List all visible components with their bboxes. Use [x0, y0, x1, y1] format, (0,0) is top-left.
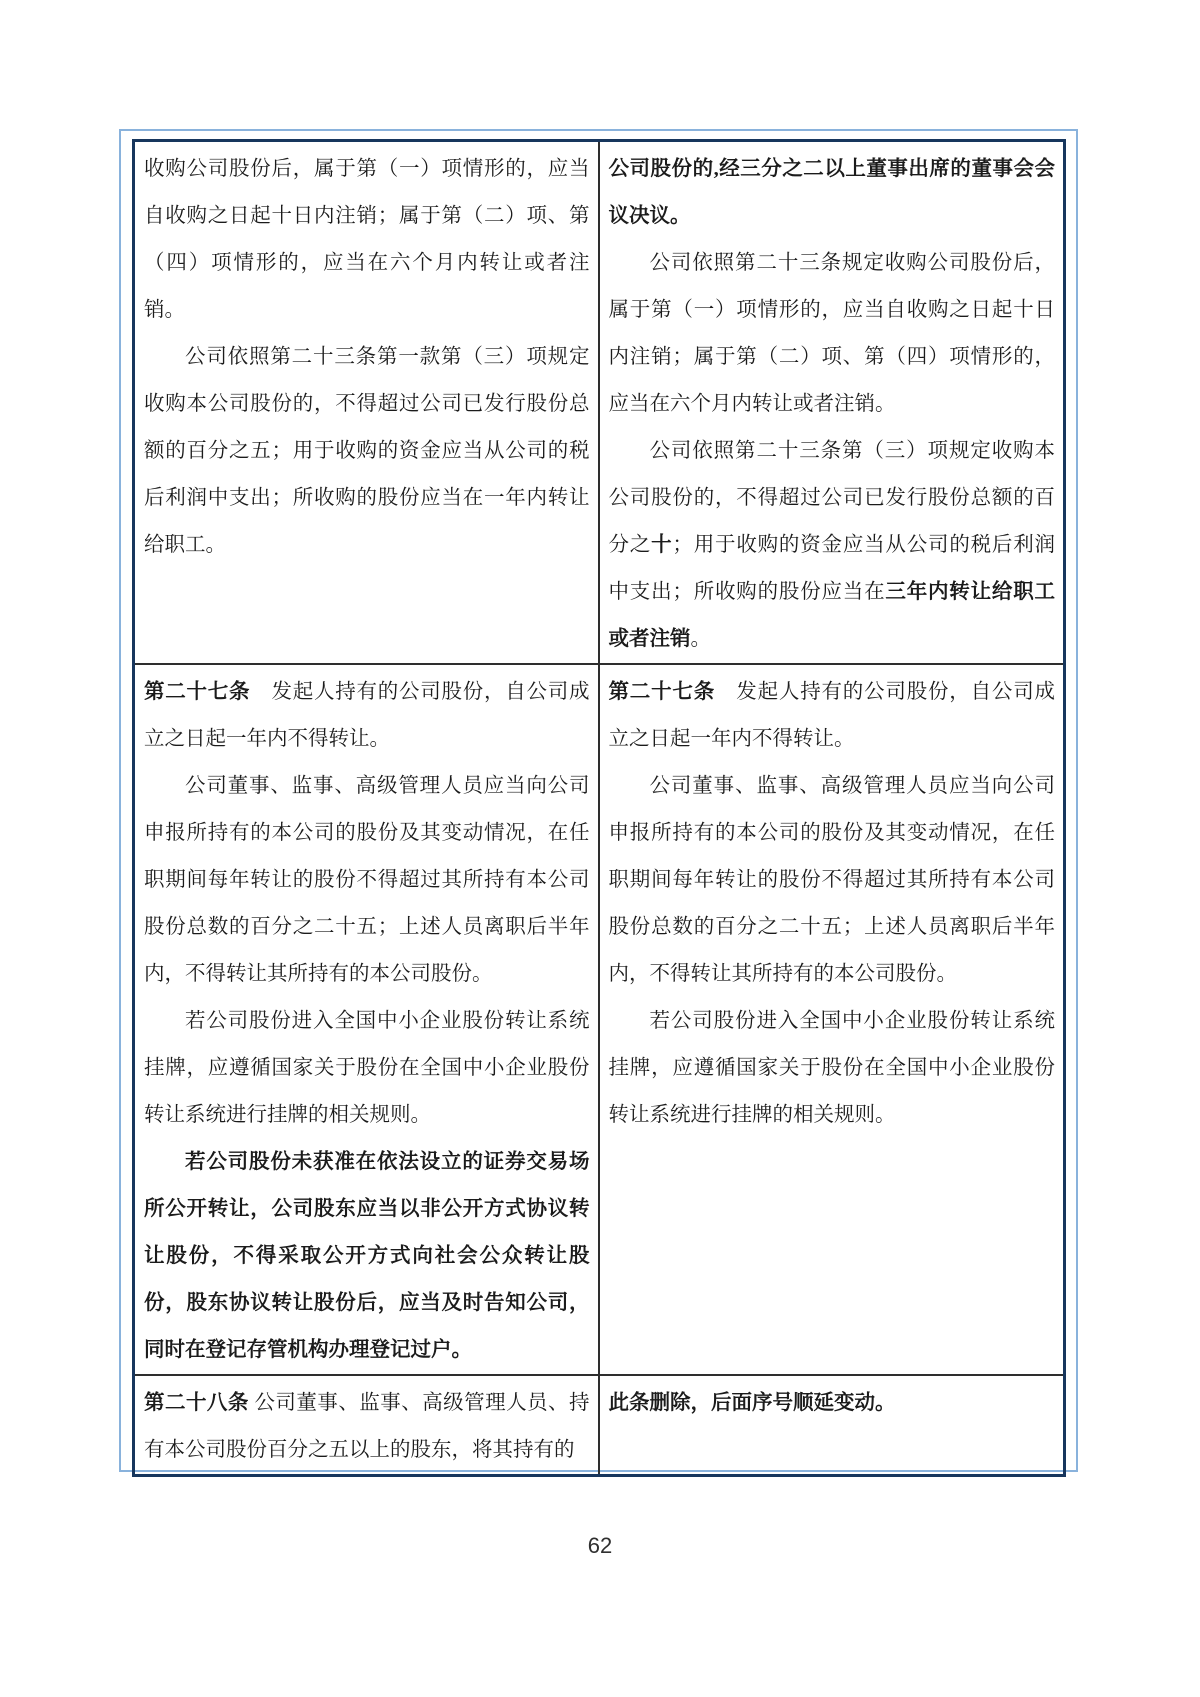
paragraph: [144, 763, 590, 998]
cell-old-article-27: [134, 664, 599, 1375]
body-text: 若公司股份进入全国中小企业股份转让系统挂牌，应遵循国家关于股份在全国中小企业股份转让系统进行挂牌的相关规则。: [608, 1010, 1055, 1126]
cell-new-article-27: [599, 664, 1065, 1375]
body-text: 公司依照第二十三条规定收购公司股份后，属于第（一）项情形的，应当自收购之日起十日内注销；属于第（二）项、第（四）项情形的，应当在六个月内转让或者注销。: [608, 252, 1055, 415]
table-row: [134, 664, 1065, 1375]
cell-old-article-continued: [134, 141, 599, 665]
paragraph: [144, 998, 590, 1139]
body-text: 公司董事、监事、高级管理人员应当向公司申报所持有的本公司的股份及其变动情况，在任职期间每年转让的股份不得超过其所持有本公司股份总数的百分之二十五；上述人员离职后半年内，不得转让其所持有的本公司股份。: [144, 775, 590, 985]
body-text: 公司依照第二十三条第一款第（三）项规定收购本公司股份的，不得超过公司已发行股份总额的百分之五；用于收购的资金应当从公司的税后利润中支出；所收购的股份应当在一年内转让给职工。: [144, 346, 590, 556]
paragraph: [609, 240, 1056, 428]
table-outer-frame: [119, 129, 1078, 1472]
amended-text: 若公司股份未获准在依法设立的证券交易场所公开转让，公司股东应当以非公开方式协议转让股份，不得采取公开方式向社会公众转让股份，股东协议转让股份后，应当及时告知公司，同时在登记存管机构办理登记过户。: [144, 1151, 590, 1361]
paragraph: [609, 428, 1056, 663]
paragraph: [609, 669, 1056, 763]
paragraph: [609, 146, 1056, 240]
amended-text: 十: [651, 534, 673, 556]
cell-new-article-28-deleted: [599, 1375, 1065, 1476]
body-text: 发起人持有的公司股份，自公司成立之日起一年内不得转让。: [144, 681, 590, 750]
body-text: 公司董事、监事、高级管理人员、持有本公司股份百分之五以上的股东，将其持有的: [144, 1392, 590, 1461]
amended-text: 第二十七条: [608, 681, 715, 703]
body-text: 。: [690, 628, 711, 650]
paragraph: [609, 1380, 1056, 1427]
amended-text: 三年内转让给职工或者注销: [608, 581, 1056, 650]
paragraph: [144, 1380, 590, 1474]
body-text: 收购公司股份后，属于第（一）项情形的，应当自收购之日起十日内注销；属于第（二）项、第（四）项情形的，应当在六个月内转让或者注销。: [144, 158, 590, 321]
body-text: 公司董事、监事、高级管理人员应当向公司申报所持有的本公司的股份及其变动情况，在任职期间每年转让的股份不得超过其所持有本公司股份总数的百分之二十五；上述人员离职后半年内，不得转让其所持有的本公司股份。: [608, 775, 1055, 985]
paragraph: [144, 146, 590, 334]
paragraph: [144, 669, 590, 763]
body-text: ；用于收购的资金应当从公司的税后利润中支出；所收购的股份应当在: [608, 534, 1056, 603]
paragraph: [144, 1139, 590, 1374]
paragraph: [609, 763, 1056, 998]
cell-new-article-continued: [599, 141, 1065, 665]
body-text: 若公司股份进入全国中小企业股份转让系统挂牌，应遵循国家关于股份在全国中小企业股份转让系统进行挂牌的相关规则。: [144, 1010, 590, 1126]
table-row: [134, 1375, 1065, 1476]
page-number: 62: [587, 1533, 613, 1558]
amended-text: 第二十七条: [144, 681, 251, 703]
comparison-table: [132, 139, 1066, 1477]
body-text: 发起人持有的公司股份，自公司成立之日起一年内不得转让。: [608, 681, 1055, 750]
paragraph: [144, 334, 590, 569]
body-text: 公司依照第二十三条第（三）项规定收购本公司股份的，不得超过公司已发行股份总额的百分之: [608, 440, 1055, 556]
amended-text: 公司股份的,经三分之二以上董事出席的董事会会议决议。: [608, 158, 1055, 227]
amended-text: 此条删除，后面序号顺延变动。: [608, 1392, 896, 1414]
cell-old-article-28: [134, 1375, 599, 1476]
amended-text: 第二十八条: [144, 1392, 249, 1414]
paragraph: [609, 998, 1056, 1139]
table-row: [134, 141, 1065, 665]
